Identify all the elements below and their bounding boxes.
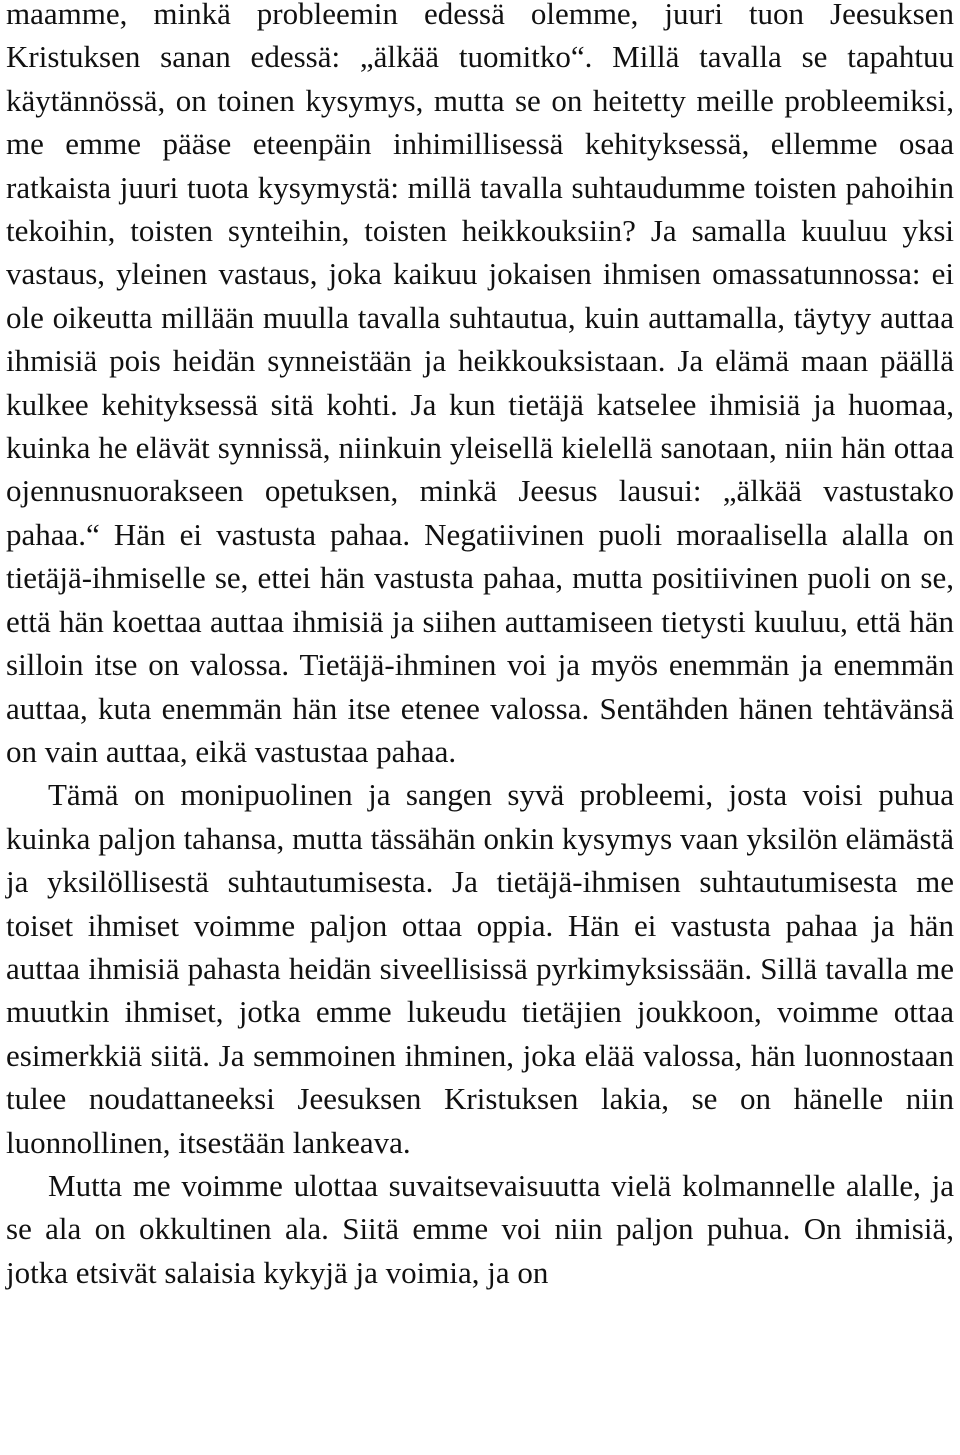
- paragraph-2: Tämä on monipuolinen ja sangen syvä probleemi, josta voisi puhua kuinka paljon tahansa, mutta tässähän onkin kysymys vaan yksilön elämästä ja yksilöllisestä suhtautumisesta. Ja tietäjä-ihmisen suhtautumisesta me toiset ihmiset voimme paljon ottaa oppia. Hän ei vastusta pahaa ja hän auttaa ihmisiä pahasta heidän siveellisissä pyrkimyksissään. Sillä tavalla me muutkin ihmiset, jotka emme lukeudu tietäjien joukkoon, voimme ottaa esimerkkiä siitä. Ja semmoinen ihminen, joka elää valossa, hän luonnostaan tulee noudattaneeksi Jeesuksen Kristuksen lakia, se on hänelle niin luonnollinen, itsestään lankeava.: [6, 777, 954, 1160]
- paragraph-1: maamme, minkä probleemin edessä olemme, juuri tuon Jeesuksen Kristuksen sanan edessä: „älkää tuomitko“. Millä tavalla se tapahtuu käytännössä, on toinen kysymys, mutta se on heitetty meille probleemiksi, me emme pääse eteenpäin inhimillisessä kehityksessä, ellemme osaa ratkaista juuri tuota kysymystä: millä tavalla suhtaudumme toisten pahoihin tekoihin, toisten synteihin, toisten heikkouksiin? Ja samalla kuuluu yksi vastaus, yleinen vastaus, joka kaikuu jokaisen ihmisen omassatunnossa: ei ole oikeutta millään muulla tavalla suhtautua, kuin auttamalla, täytyy auttaa ihmisiä pois heidän synneistään ja heikkouksistaan. Ja elämä maan päällä kulkee kehityksessä sitä kohti. Ja kun tietäjä katselee ihmisiä ja huomaa, kuinka he elävät synnissä, niinkuin yleisellä kielellä sanotaan, niin hän ottaa ojennusnuorakseen opetuksen, minkä Jeesus lausui: „älkää vastustako pahaa.“ Hän ei vastusta pahaa. Negatiivinen puoli moraalisella alalla on tietäjä-ihmiselle se, ettei hän vastusta pahaa, mutta positiivinen puoli on se, että hän koettaa auttaa ihmisiä ja siihen auttamiseen tietysti kuuluu, että hän silloin itse on valossa. Tietäjä-ihminen voi ja myös enemmän ja enemmän auttaa, kuta enemmän hän itse etenee valossa. Sentähden hänen tehtävänsä on vain auttaa, eikä vastustaa pahaa.: [6, 0, 954, 769]
- document-page: [6, 0, 954, 1294]
- paragraph-3: Mutta me voimme ulottaa suvaitsevaisuutta vielä kolmannelle alalle, ja se ala on okkultinen ala. Siitä emme voi niin paljon puhua. On ihmisiä, jotka etsivät salaisia kykyjä ja voimia, ja on: [6, 1167, 954, 1290]
